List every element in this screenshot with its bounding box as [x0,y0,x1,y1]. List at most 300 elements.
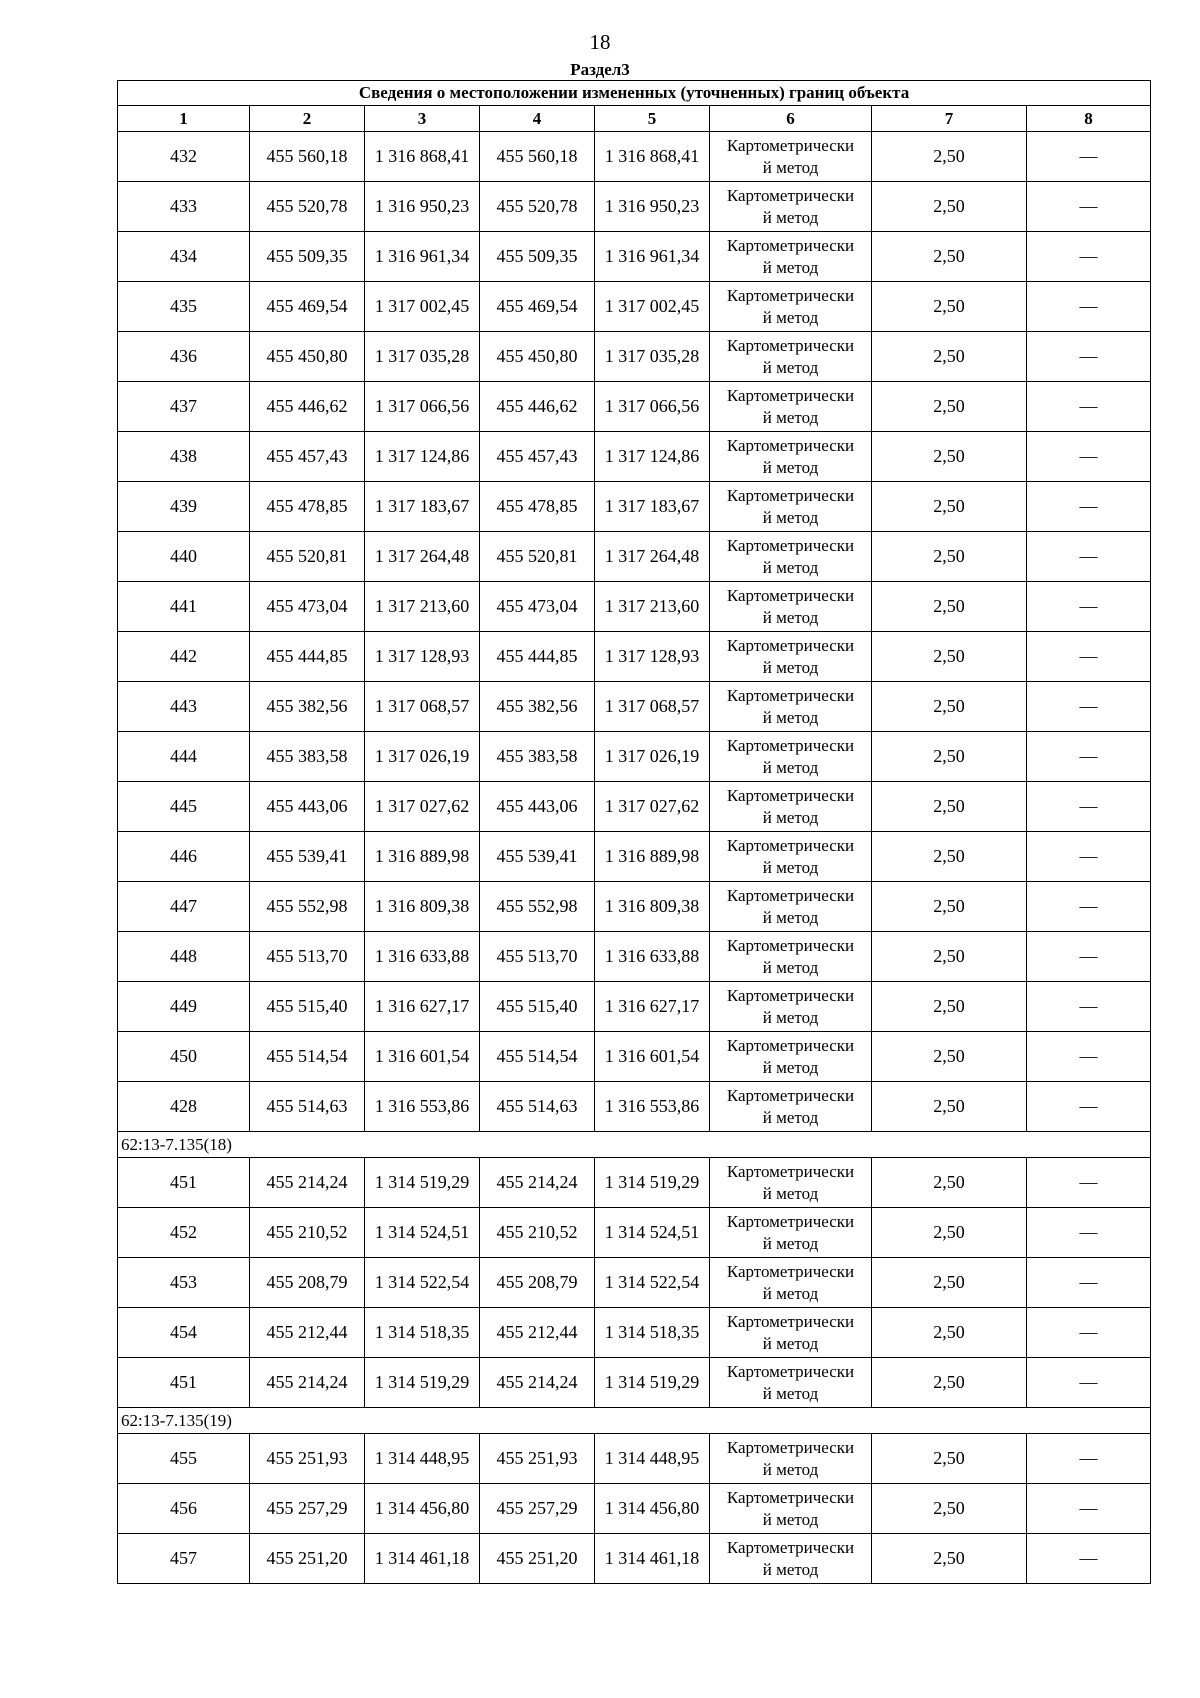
precision-cell: 2,50 [872,1032,1027,1082]
old-y-cell: 1 317 066,56 [365,382,480,432]
new-y-cell: 1 314 456,80 [595,1484,710,1534]
precision-cell: 2,50 [872,682,1027,732]
point-number-cell: 454 [118,1308,250,1358]
old-x-cell: 455 560,18 [250,132,365,182]
old-x-cell: 455 514,54 [250,1032,365,1082]
new-y-cell: 1 314 448,95 [595,1434,710,1484]
point-number-cell: 442 [118,632,250,682]
old-y-cell: 1 317 002,45 [365,282,480,332]
table-row [118,582,1151,632]
method-cell [710,1534,872,1584]
old-x-cell: 455 443,06 [250,782,365,832]
new-y-cell: 1 316 553,86 [595,1082,710,1132]
old-x-cell: 455 457,43 [250,432,365,482]
new-y-cell: 1 317 213,60 [595,582,710,632]
method-cell [710,782,872,832]
table-row [118,532,1151,582]
method-text-line2: й метод [762,707,819,727]
method-text-line2: й метод [762,1283,819,1303]
old-y-cell: 1 314 522,54 [365,1258,480,1308]
new-x-cell: 455 539,41 [480,832,595,882]
method-text-line2: й метод [762,457,819,477]
method-cell [710,732,872,782]
new-x-cell: 455 382,56 [480,682,595,732]
table-row [118,982,1151,1032]
precision-cell: 2,50 [872,832,1027,882]
point-number-cell: 441 [118,582,250,632]
method-cell [710,1308,872,1358]
table-row [118,882,1151,932]
description-cell: — [1027,782,1151,832]
description-cell: — [1027,882,1151,932]
method-cell [710,1434,872,1484]
old-x-cell: 455 382,56 [250,682,365,732]
method-text-line1: Картометрически [726,885,855,905]
precision-cell: 2,50 [872,882,1027,932]
column-number: 6 [710,106,872,132]
method-cell [710,832,872,882]
boundary-coordinates-table [117,80,1151,1584]
method-text-line2: й метод [762,357,819,377]
new-x-cell: 455 257,29 [480,1484,595,1534]
table-row [118,732,1151,782]
old-x-cell: 455 210,52 [250,1208,365,1258]
table-row [118,1308,1151,1358]
table-row [118,1158,1151,1208]
point-number-cell: 445 [118,782,250,832]
point-number-cell: 436 [118,332,250,382]
method-cell [710,1208,872,1258]
table-row [118,1082,1151,1132]
new-x-cell: 455 450,80 [480,332,595,382]
description-cell: — [1027,582,1151,632]
point-number-cell: 446 [118,832,250,882]
method-cell [710,282,872,332]
old-y-cell: 1 316 889,98 [365,832,480,882]
new-x-cell: 455 214,24 [480,1158,595,1208]
table-row [118,1484,1151,1534]
column-number: 1 [118,106,250,132]
method-cell [710,232,872,282]
old-x-cell: 455 478,85 [250,482,365,532]
new-y-cell: 1 317 068,57 [595,682,710,732]
method-cell [710,632,872,682]
old-x-cell: 455 520,78 [250,182,365,232]
method-text-line2: й метод [762,1107,819,1127]
description-cell: — [1027,382,1151,432]
old-x-cell: 455 520,81 [250,532,365,582]
description-cell: — [1027,182,1151,232]
old-y-cell: 1 314 448,95 [365,1434,480,1484]
table-row [118,1208,1151,1258]
method-text-line1: Картометрически [726,1035,855,1055]
method-text-line1: Картометрически [726,1487,855,1507]
new-y-cell: 1 317 002,45 [595,282,710,332]
new-x-cell: 455 520,81 [480,532,595,582]
old-y-cell: 1 316 961,34 [365,232,480,282]
description-cell: — [1027,1534,1151,1584]
old-y-cell: 1 317 128,93 [365,632,480,682]
method-text-line1: Картометрически [726,385,855,405]
table-row [118,1358,1151,1408]
point-number-cell: 432 [118,132,250,182]
description-cell: — [1027,332,1151,382]
precision-cell: 2,50 [872,1158,1027,1208]
method-text-line1: Картометрически [726,685,855,705]
table-row [118,1258,1151,1308]
method-text-line2: й метод [762,1509,819,1529]
method-text-line2: й метод [762,407,819,427]
method-text-line2: й метод [762,607,819,627]
new-x-cell: 455 552,98 [480,882,595,932]
new-x-cell: 455 444,85 [480,632,595,682]
method-text-line2: й метод [762,1559,819,1579]
method-text-line1: Картометрически [726,235,855,255]
description-cell: — [1027,1158,1151,1208]
table-caption: Сведения о местоположении измененных (уточненных) границ объекта [118,81,1151,106]
new-y-cell: 1 314 519,29 [595,1158,710,1208]
method-text-line2: й метод [762,757,819,777]
old-x-cell: 455 552,98 [250,882,365,932]
old-y-cell: 1 314 461,18 [365,1534,480,1584]
precision-cell: 2,50 [872,1308,1027,1358]
method-text-line2: й метод [762,1183,819,1203]
precision-cell: 2,50 [872,1208,1027,1258]
point-number-cell: 439 [118,482,250,532]
method-text-line1: Картометрически [726,585,855,605]
method-text-line2: й метод [762,207,819,227]
new-x-cell: 455 446,62 [480,382,595,432]
method-text-line1: Картометрически [726,835,855,855]
table-row [118,1434,1151,1484]
method-cell [710,1082,872,1132]
point-number-cell: 447 [118,882,250,932]
description-cell: — [1027,482,1151,532]
new-y-cell: 1 316 889,98 [595,832,710,882]
method-text-line2: й метод [762,507,819,527]
method-text-line1: Картометрически [726,1311,855,1331]
table-row [118,1032,1151,1082]
description-cell: — [1027,1258,1151,1308]
new-x-cell: 455 509,35 [480,232,595,282]
old-x-cell: 455 212,44 [250,1308,365,1358]
old-x-cell: 455 214,24 [250,1358,365,1408]
description-cell: — [1027,932,1151,982]
method-text-line2: й метод [762,657,819,677]
method-cell [710,882,872,932]
description-cell: — [1027,1032,1151,1082]
old-y-cell: 1 317 264,48 [365,532,480,582]
method-cell [710,482,872,532]
old-x-cell: 455 257,29 [250,1484,365,1534]
precision-cell: 2,50 [872,1358,1027,1408]
old-y-cell: 1 314 519,29 [365,1158,480,1208]
old-y-cell: 1 317 068,57 [365,682,480,732]
method-text-line1: Картометрически [726,435,855,455]
description-cell: — [1027,1082,1151,1132]
method-text-line2: й метод [762,907,819,927]
precision-cell: 2,50 [872,282,1027,332]
method-text-line1: Картометрически [726,1261,855,1281]
new-y-cell: 1 317 035,28 [595,332,710,382]
precision-cell: 2,50 [872,382,1027,432]
old-x-cell: 455 515,40 [250,982,365,1032]
precision-cell: 2,50 [872,132,1027,182]
column-number-row [118,106,1151,132]
old-x-cell: 455 473,04 [250,582,365,632]
column-number: 8 [1027,106,1151,132]
old-y-cell: 1 317 124,86 [365,432,480,482]
old-y-cell: 1 317 035,28 [365,332,480,382]
new-x-cell: 455 514,54 [480,1032,595,1082]
point-number-cell: 451 [118,1158,250,1208]
point-number-cell: 457 [118,1534,250,1584]
precision-cell: 2,50 [872,1484,1027,1534]
table-row [118,482,1151,532]
method-text-line1: Картометрически [726,535,855,555]
point-number-cell: 452 [118,1208,250,1258]
method-cell [710,132,872,182]
precision-cell: 2,50 [872,1434,1027,1484]
new-y-cell: 1 317 066,56 [595,382,710,432]
method-cell [710,182,872,232]
old-y-cell: 1 316 809,38 [365,882,480,932]
precision-cell: 2,50 [872,632,1027,682]
new-x-cell: 455 478,85 [480,482,595,532]
method-text-line2: й метод [762,1383,819,1403]
new-x-cell: 455 560,18 [480,132,595,182]
method-text-line2: й метод [762,1459,819,1479]
old-x-cell: 455 251,20 [250,1534,365,1584]
new-y-cell: 1 316 633,88 [595,932,710,982]
point-number-cell: 456 [118,1484,250,1534]
method-text-line1: Картометрически [726,935,855,955]
point-number-cell: 453 [118,1258,250,1308]
new-x-cell: 455 251,93 [480,1434,595,1484]
point-number-cell: 440 [118,532,250,582]
table-row [118,682,1151,732]
table-row [118,432,1151,482]
old-x-cell: 455 450,80 [250,332,365,382]
new-x-cell: 455 473,04 [480,582,595,632]
description-cell: — [1027,1484,1151,1534]
group-label: 62:13-7.135(19) [118,1408,1151,1434]
old-y-cell: 1 317 213,60 [365,582,480,632]
old-y-cell: 1 314 524,51 [365,1208,480,1258]
old-x-cell: 455 509,35 [250,232,365,282]
method-text-line2: й метод [762,557,819,577]
description-cell: — [1027,982,1151,1032]
old-y-cell: 1 316 601,54 [365,1032,480,1082]
method-text-line2: й метод [762,1057,819,1077]
method-text-line1: Картометрически [726,1537,855,1557]
point-number-cell: 443 [118,682,250,732]
precision-cell: 2,50 [872,1258,1027,1308]
old-x-cell: 455 539,41 [250,832,365,882]
old-y-cell: 1 316 950,23 [365,182,480,232]
method-text-line2: й метод [762,1333,819,1353]
old-y-cell: 1 316 633,88 [365,932,480,982]
method-text-line1: Картометрически [726,1161,855,1181]
point-number-cell: 438 [118,432,250,482]
group-header-row [118,1408,1151,1434]
precision-cell: 2,50 [872,482,1027,532]
method-text-line2: й метод [762,257,819,277]
description-cell: — [1027,532,1151,582]
point-number-cell: 428 [118,1082,250,1132]
precision-cell: 2,50 [872,582,1027,632]
section-title: Раздел3 [570,60,630,79]
new-x-cell: 455 515,40 [480,982,595,1032]
new-y-cell: 1 316 950,23 [595,182,710,232]
old-y-cell: 1 316 868,41 [365,132,480,182]
method-cell [710,582,872,632]
method-text-line1: Картометрически [726,485,855,505]
old-x-cell: 455 469,54 [250,282,365,332]
method-text-line1: Картометрически [726,635,855,655]
point-number-cell: 433 [118,182,250,232]
description-cell: — [1027,1208,1151,1258]
old-x-cell: 455 214,24 [250,1158,365,1208]
method-text-line2: й метод [762,957,819,977]
table-body [118,132,1151,1584]
method-cell [710,1358,872,1408]
description-cell: — [1027,682,1151,732]
new-y-cell: 1 317 183,67 [595,482,710,532]
method-text-line1: Картометрически [726,1361,855,1381]
new-x-cell: 455 212,44 [480,1308,595,1358]
precision-cell: 2,50 [872,332,1027,382]
precision-cell: 2,50 [872,1534,1027,1584]
method-text-line1: Картометрически [726,335,855,355]
column-number: 2 [250,106,365,132]
table-row [118,1534,1151,1584]
old-y-cell: 1 316 553,86 [365,1082,480,1132]
method-text-line1: Картометрически [726,1211,855,1231]
point-number-cell: 444 [118,732,250,782]
method-cell [710,382,872,432]
new-y-cell: 1 317 027,62 [595,782,710,832]
new-y-cell: 1 314 524,51 [595,1208,710,1258]
description-cell: — [1027,832,1151,882]
description-cell: — [1027,232,1151,282]
old-y-cell: 1 317 027,62 [365,782,480,832]
description-cell: — [1027,632,1151,682]
point-number-cell: 450 [118,1032,250,1082]
precision-cell: 2,50 [872,782,1027,832]
point-number-cell: 435 [118,282,250,332]
old-y-cell: 1 314 456,80 [365,1484,480,1534]
new-x-cell: 455 513,70 [480,932,595,982]
method-text-line2: й метод [762,307,819,327]
method-cell [710,532,872,582]
precision-cell: 2,50 [872,532,1027,582]
table-row [118,132,1151,182]
new-y-cell: 1 316 627,17 [595,982,710,1032]
table-row [118,182,1151,232]
old-x-cell: 455 513,70 [250,932,365,982]
old-x-cell: 455 444,85 [250,632,365,682]
new-y-cell: 1 314 519,29 [595,1358,710,1408]
method-text-line2: й метод [762,1233,819,1253]
new-y-cell: 1 316 601,54 [595,1032,710,1082]
method-text-line1: Картометрически [726,285,855,305]
method-text-line2: й метод [762,1007,819,1027]
new-x-cell: 455 210,52 [480,1208,595,1258]
point-number-cell: 437 [118,382,250,432]
table-row [118,632,1151,682]
method-text-line1: Картометрически [726,1437,855,1457]
method-cell [710,1158,872,1208]
method-text-line2: й метод [762,157,819,177]
new-y-cell: 1 314 518,35 [595,1308,710,1358]
method-cell [710,932,872,982]
new-x-cell: 455 469,54 [480,282,595,332]
precision-cell: 2,50 [872,182,1027,232]
point-number-cell: 451 [118,1358,250,1408]
new-y-cell: 1 316 809,38 [595,882,710,932]
table-row [118,832,1151,882]
description-cell: — [1027,1434,1151,1484]
column-number: 3 [365,106,480,132]
old-y-cell: 1 314 518,35 [365,1308,480,1358]
new-x-cell: 455 457,43 [480,432,595,482]
column-number: 4 [480,106,595,132]
point-number-cell: 448 [118,932,250,982]
description-cell: — [1027,282,1151,332]
precision-cell: 2,50 [872,982,1027,1032]
column-number: 7 [872,106,1027,132]
method-text-line1: Картометрически [726,1085,855,1105]
old-y-cell: 1 317 026,19 [365,732,480,782]
new-y-cell: 1 314 461,18 [595,1534,710,1584]
table-row [118,382,1151,432]
point-number-cell: 434 [118,232,250,282]
method-cell [710,1032,872,1082]
column-number: 5 [595,106,710,132]
old-x-cell: 455 446,62 [250,382,365,432]
table-row [118,332,1151,382]
table-row [118,932,1151,982]
precision-cell: 2,50 [872,732,1027,782]
precision-cell: 2,50 [872,432,1027,482]
precision-cell: 2,50 [872,1082,1027,1132]
old-x-cell: 455 208,79 [250,1258,365,1308]
method-cell [710,432,872,482]
new-y-cell: 1 317 128,93 [595,632,710,682]
method-text-line2: й метод [762,807,819,827]
description-cell: — [1027,1308,1151,1358]
new-x-cell: 455 443,06 [480,782,595,832]
method-text-line1: Картометрически [726,785,855,805]
description-cell: — [1027,132,1151,182]
method-text-line2: й метод [762,857,819,877]
page-number: 18 [589,30,611,54]
new-x-cell: 455 214,24 [480,1358,595,1408]
method-cell [710,982,872,1032]
table-row [118,282,1151,332]
new-y-cell: 1 317 124,86 [595,432,710,482]
new-y-cell: 1 316 961,34 [595,232,710,282]
old-y-cell: 1 316 627,17 [365,982,480,1032]
method-text-line1: Картометрически [726,185,855,205]
method-cell [710,682,872,732]
new-x-cell: 455 383,58 [480,732,595,782]
new-x-cell: 455 251,20 [480,1534,595,1584]
old-x-cell: 455 514,63 [250,1082,365,1132]
old-x-cell: 455 251,93 [250,1434,365,1484]
method-cell [710,1258,872,1308]
